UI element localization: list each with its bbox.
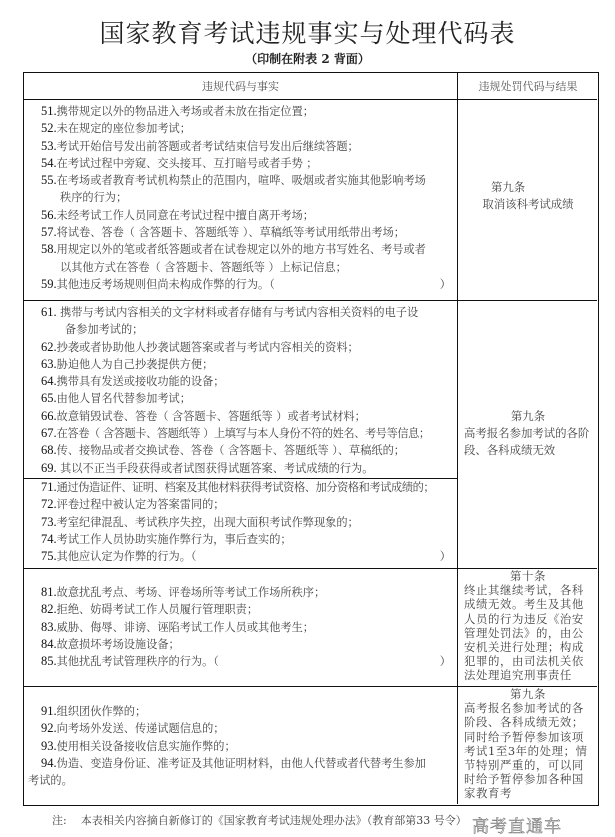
item-text: 未经考试工作人员同意在考试过程中擅自离开考场；	[56, 208, 314, 222]
list-item	[41, 496, 457, 513]
result-group-91	[458, 687, 598, 804]
item-paren: ）	[439, 277, 451, 291]
item-text: 故意销毁试卷、答卷（ 含答题卡、答题纸等 ）或者考试材料；	[56, 409, 366, 423]
item-paren: ）	[439, 550, 451, 564]
item-code: 53.	[41, 138, 57, 153]
document-subtitle: （印制在附表 2 背面）	[245, 52, 370, 66]
list-item	[41, 103, 457, 120]
item-text: 威胁、侮辱、诽谤、诬陷考试工作人员或其他考生；	[56, 620, 314, 634]
result-text: 高考报名参加考试的各阶段、各科成绩无效	[464, 426, 590, 457]
list-item	[41, 390, 457, 407]
item-text: 未在规定的座位参加考试；	[56, 122, 191, 136]
list-item	[41, 442, 457, 459]
item-code: 63.	[41, 356, 57, 371]
item-text: 其他违反考场规则但尚未构成作弊的行为。（	[56, 277, 275, 291]
item-text: 胁迫他人为自己抄袭提供方便；	[56, 357, 214, 371]
facts-group-61	[24, 301, 457, 478]
list-item	[41, 601, 457, 618]
item-code: 75.	[41, 549, 57, 564]
item-code: 55.	[41, 173, 57, 188]
result-group-61-75	[458, 301, 598, 568]
list-item	[41, 636, 457, 653]
item-code: 69.	[41, 460, 57, 475]
facts-group-91	[24, 687, 457, 804]
list-item	[28, 738, 457, 755]
list-item	[41, 356, 457, 373]
header-results	[458, 73, 598, 99]
facts-group-71	[24, 479, 457, 568]
list-item	[41, 172, 457, 207]
item-code: 61.	[41, 305, 57, 319]
list-item	[41, 339, 457, 356]
result-group-81	[458, 569, 598, 686]
item-code: 68.	[41, 443, 57, 458]
item-text-continued: 考试的。	[28, 774, 73, 788]
item-code: 73.	[41, 514, 57, 529]
item-code: 52.	[41, 121, 57, 136]
item-code: 72.	[41, 497, 57, 512]
item-text: 由他人冒名代替参加考试；	[56, 392, 191, 406]
footnote	[52, 812, 467, 828]
item-text: 考试工作人员协助实施作弊行为，事后查实的；	[56, 532, 292, 546]
item-code: 84.	[41, 636, 57, 651]
list-item	[41, 425, 457, 442]
item-text: 在考试过程中旁窥、交头接耳、互打暗号或者手势 ；	[56, 156, 318, 170]
result-text: 高考报名参加考试的各阶段、各科成绩无效；同时给予暂停参加该项考试1至3年的处理；情节特别严重的，可以同时给予暂停参加各种国家教育考	[464, 701, 588, 801]
item-text: 通过伪造证件、证明、档案及其他材料获得考试资格、加分资格和考试成绩的；	[56, 481, 435, 494]
item-text: 故意扰乱考点、考场、评卷场所等考试工作场所秩序；	[56, 586, 326, 599]
item-text: 拒绝、妨碍考试工作人员履行管理职责；	[56, 603, 259, 617]
list-item	[41, 120, 457, 137]
result-group-51	[458, 100, 598, 300]
item-code: 58.	[41, 242, 57, 257]
item-code: 64.	[41, 374, 57, 389]
item-code: 85.	[41, 654, 57, 669]
watermark: 高考直通车	[472, 817, 562, 837]
result-article: 第十条	[510, 569, 546, 583]
result-article: 第九条	[510, 687, 546, 701]
result-text: 终止其继续考试，各科成绩无效。考生及其他人员的行为违反《治安管理处罚法》的，由公安机关进行处理；构成犯罪的，由司法机关依法处理追究刑事责任	[464, 583, 584, 683]
list-item	[41, 531, 457, 548]
item-text: 向考场外发送、传递试题信息的；	[56, 722, 225, 736]
item-text: 其以不正当手段获得或者试图获得试题答案、考试成绩的行为。	[56, 461, 374, 475]
item-text: 评卷过程中被认定为答案雷同的；	[56, 498, 225, 512]
item-code: 59.	[41, 276, 57, 291]
list-item	[41, 304, 457, 339]
item-text: 其他扰乱考试管理秩序的行为。（	[56, 655, 219, 669]
list-item	[41, 460, 457, 477]
item-text: 携带规定以外的物品进入考场或者未放在指定位置；	[56, 105, 314, 118]
item-text: 抄袭或者协助他人抄袭试题答案或者与考试内容相关的资料；	[56, 340, 359, 354]
item-text: 考试开始信号发出前答题或者考试结束信号发出后继续答题；	[56, 139, 359, 153]
list-item	[41, 224, 457, 241]
item-text-continued: 以其他方式在答卷（ 含答题卡、答题纸等 ）上标记信息；	[60, 260, 347, 274]
list-item	[41, 479, 457, 496]
document-title: 国家教育考试违规事实与处理代码表	[99, 19, 516, 48]
item-code: 82.	[41, 602, 57, 617]
list-item	[28, 720, 457, 737]
header-facts-label: 违规代码与事实	[202, 80, 279, 93]
list-item	[41, 138, 457, 155]
item-text: 伪造、变造身份证、准考证及其他证明材料，由他人代替或者代替考生参加	[56, 756, 426, 770]
item-text: 其他应认定为作弊的行为。（	[56, 550, 197, 564]
item-code: 57.	[41, 225, 57, 240]
item-code: 62.	[41, 339, 57, 354]
item-paren: ）	[439, 655, 451, 669]
item-text: 使用相关设备接收信息实施作弊的；	[56, 739, 236, 753]
item-text: 用规定以外的笔或者纸答题或者在试卷规定以外的地方书写姓名、考号或者	[56, 243, 426, 257]
list-item	[28, 703, 457, 720]
item-text: 在答卷（ 含答题卡、答题纸等 ）上填写与本人身份不符的姓名、考号等信息；	[56, 427, 430, 441]
item-text: 在考场或者教育考试机构禁止的范围内，喧哗、吸烟或者实施其他影响考场	[56, 174, 426, 188]
header-results-label: 违规处罚代码与结果	[478, 80, 578, 93]
item-code: 81.	[41, 585, 57, 599]
list-item	[41, 584, 457, 601]
item-text: 考室纪律混乱、考试秩序失控，出现大面积考试作弊现象的；	[56, 515, 359, 529]
footnote-label: 注:	[52, 814, 67, 827]
item-code: 74.	[41, 531, 57, 546]
item-text: 组织团伙作弊的；	[56, 705, 147, 718]
list-item	[41, 653, 457, 670]
item-text: 携带与考试内容相关的文字材料或者存储有与考试内容相关资料的电子设	[56, 306, 419, 319]
item-code: 91.	[41, 704, 57, 718]
item-text: 故意损坏考场设施设备；	[56, 637, 180, 651]
item-code: 51.	[41, 104, 57, 118]
violation-code-table	[23, 72, 599, 806]
item-code: 54.	[41, 155, 57, 170]
item-text-continued: 秩序的行为；	[60, 191, 128, 205]
list-item	[41, 276, 457, 293]
item-code: 66.	[41, 408, 57, 423]
list-item	[41, 207, 457, 224]
result-text: 取消该科考试成绩	[482, 197, 574, 211]
item-code: 93.	[41, 738, 57, 753]
footnote-text: 本表相关内容摘自新修订的《国家教育考试违规处理办法》（教育部第33 号令）	[80, 814, 467, 827]
item-code: 65.	[41, 391, 57, 406]
list-item	[41, 619, 457, 636]
result-article: 第九条	[510, 409, 546, 423]
item-text: 将试卷、答卷（ 含答题卡、答题纸等 ）、草稿纸等考试用纸带出考场；	[56, 226, 405, 240]
list-item	[28, 755, 457, 790]
list-item	[41, 514, 457, 531]
item-code: 92.	[41, 721, 57, 736]
item-code: 71.	[41, 480, 57, 494]
item-code: 56.	[41, 207, 57, 222]
item-text-continued: 备参加考试的；	[65, 323, 144, 337]
list-item	[41, 155, 457, 172]
list-item	[41, 548, 457, 565]
item-code: 83.	[41, 619, 57, 634]
list-item	[41, 373, 457, 390]
item-text: 携带具有发送或接收功能的设备；	[56, 375, 225, 389]
item-code: 94.	[41, 755, 57, 770]
facts-group-81	[24, 569, 457, 686]
item-code: 67.	[41, 426, 57, 441]
header-facts	[24, 73, 457, 99]
list-item	[41, 241, 457, 276]
result-article: 第九条	[491, 180, 526, 194]
facts-group-51	[24, 100, 457, 300]
list-item	[41, 408, 457, 425]
item-text: 传、接物品或者交换试卷、答卷（ 含答题卡、答题纸等 ）、草稿纸的；	[56, 444, 405, 458]
